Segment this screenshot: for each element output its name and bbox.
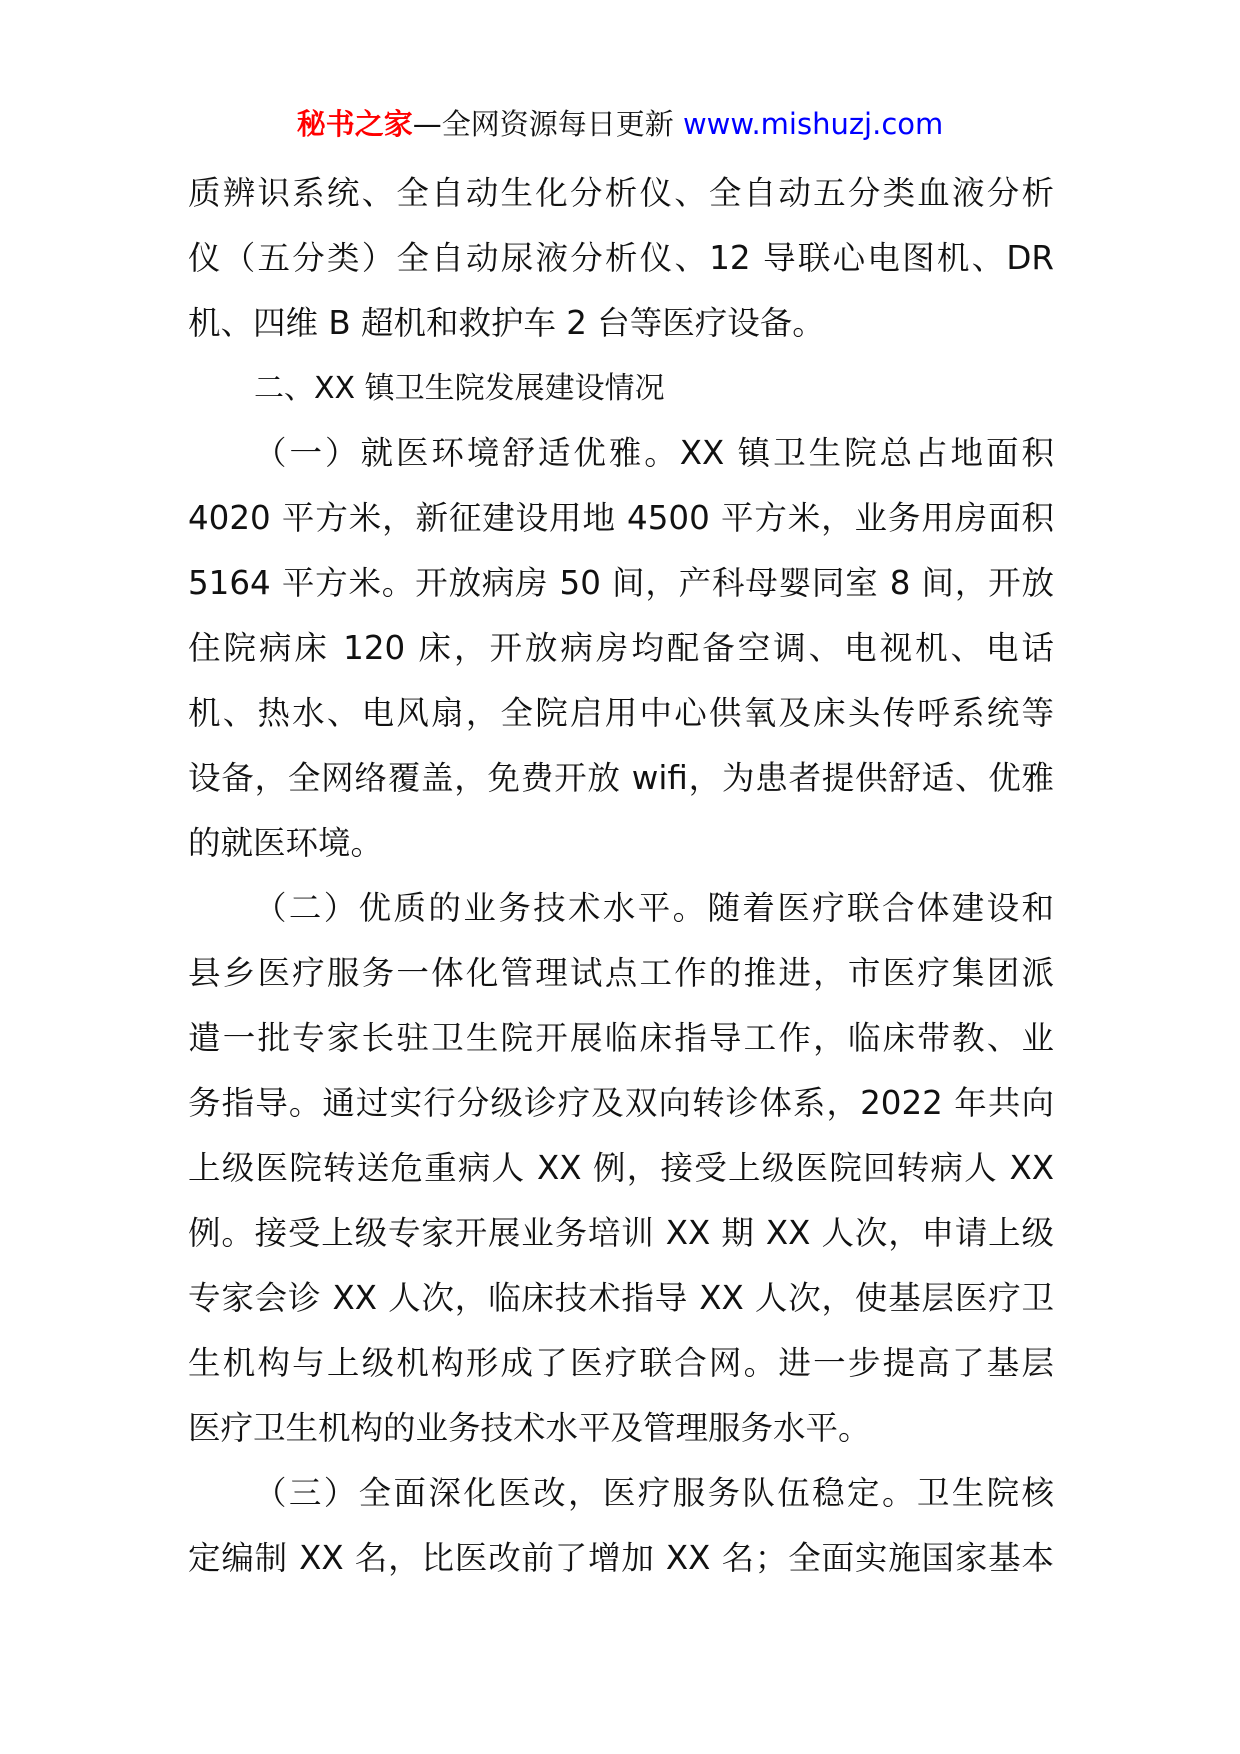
- text-line: 务指导。通过实行分级诊疗及双向转诊体系，2022 年共向: [188, 1084, 1054, 1122]
- paragraph-start: （二）优质的业务技术水平。随着医疗联合体建设和: [254, 889, 1054, 927]
- text-line: 定编制 XX 名，比医改前了增加 XX 名；全面实施国家基本: [188, 1539, 1054, 1577]
- site-url-link[interactable]: www.mishuzj.com: [682, 107, 944, 141]
- text-line: 生机构与上级机构形成了医疗联合网。进一步提高了基层: [188, 1344, 1054, 1382]
- site-tagline: —全网资源每日更新: [412, 107, 683, 141]
- text-line: 遣一批专家长驻卫生院开展临床指导工作，临床带教、业: [188, 1019, 1054, 1057]
- text-line: 的就医环境。: [188, 824, 384, 862]
- site-brand: 秘书之家: [296, 107, 413, 141]
- text-line: 机、热水、电风扇，全院启用中心供氧及床头传呼系统等: [188, 694, 1054, 732]
- text-line: 仪（五分类）全自动尿液分析仪、12 导联心电图机、DR: [188, 239, 1054, 277]
- text-line: 4020 平方米，新征建设用地 4500 平方米，业务用房面积: [188, 499, 1054, 537]
- text-line: 设备，全网络覆盖，免费开放 wifi，为患者提供舒适、优雅: [188, 759, 1054, 797]
- text-line: 上级医院转送危重病人 XX 例，接受上级医院回转病人 XX: [188, 1149, 1054, 1187]
- paragraph-start: （三）全面深化医改，医疗服务队伍稳定。卫生院核: [254, 1474, 1054, 1512]
- paragraph-start: （一）就医环境舒适优雅。XX 镇卫生院总占地面积: [254, 434, 1054, 472]
- text-line: 专家会诊 XX 人次，临床技术指导 XX 人次，使基层医疗卫: [188, 1279, 1054, 1317]
- document-body: [188, 161, 1054, 1591]
- text-line: 质辨识系统、全自动生化分析仪、全自动五分类血液分析: [188, 174, 1054, 212]
- section-heading: 二、XX 镇卫生院发展建设情况: [254, 371, 665, 406]
- text-line: 机、四维 B 超机和救护车 2 台等医疗设备。: [188, 304, 825, 342]
- text-line: 医疗卫生机构的业务技术水平及管理服务水平。: [188, 1409, 871, 1447]
- text-line: 5164 平方米。开放病房 50 间，产科母婴同室 8 间，开放: [188, 564, 1054, 602]
- text-line: 县乡医疗服务一体化管理试点工作的推进，市医疗集团派: [188, 954, 1054, 992]
- site-header: [0, 104, 1240, 144]
- text-line: 例。接受上级专家开展业务培训 XX 期 XX 人次，申请上级: [188, 1214, 1054, 1252]
- text-line: 住院病床 120 床，开放病房均配备空调、电视机、电话: [188, 629, 1054, 667]
